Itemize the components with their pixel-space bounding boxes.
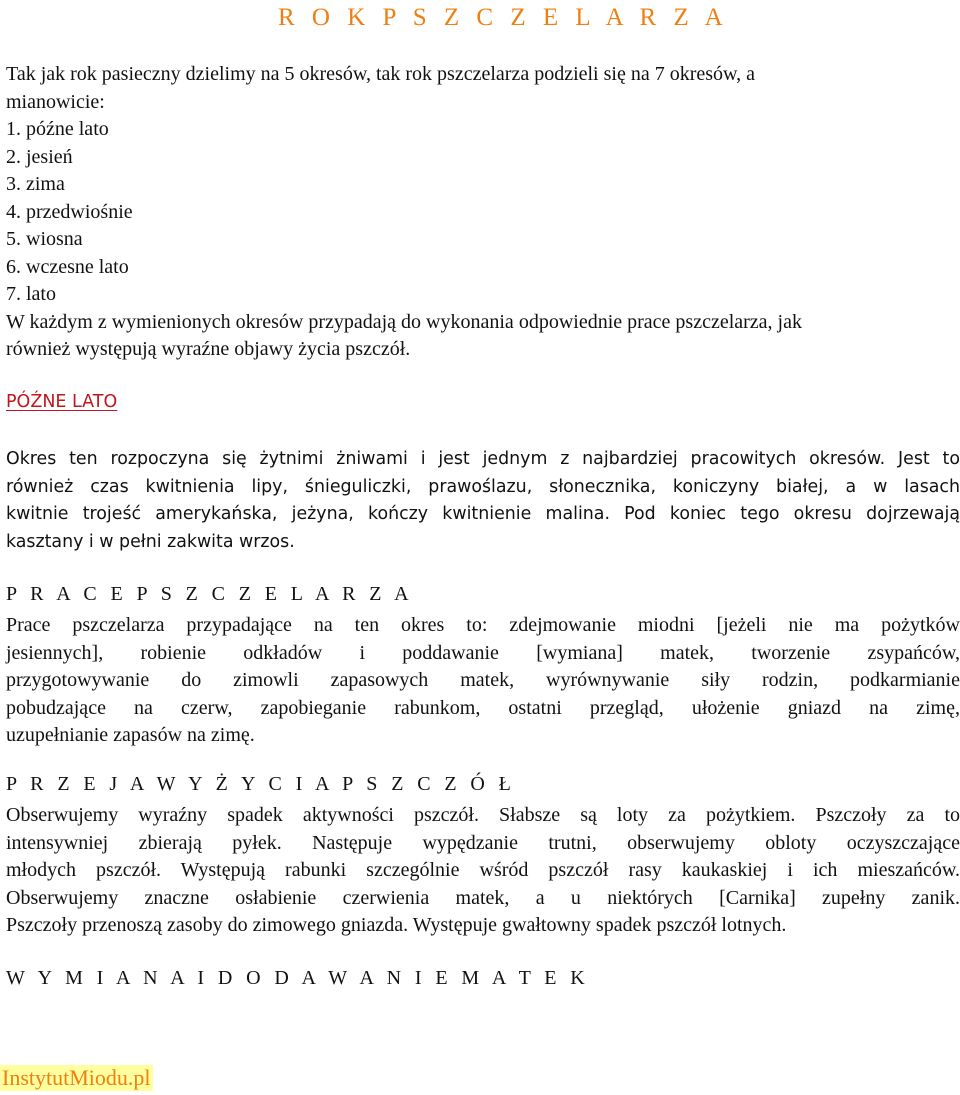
period-list-item: 4. przedwiośnie (6, 200, 133, 223)
period-list-item: 7. lato (6, 283, 56, 305)
paragraph-line: intensywniej zbierają pyłek. Następuje wypędzanie trutni, obserwujemy obloty oczyszczające (6, 831, 960, 854)
document-title: R O K P S Z C Z E L A R Z A (278, 4, 729, 31)
paragraph-line: również czas kwitnienia lipy, śnieguliczki, prawoślazu, słonecznika, koniczyny białej, a w lasach (6, 476, 960, 497)
queen-replacement-heading: W Y M I A N A I D O D A W A N I E M A T E K (6, 967, 590, 989)
beekeeper-work-paragraph (6, 612, 960, 750)
beekeeper-work-heading: P R A C E P S Z C Z E L A R Z A (6, 583, 414, 605)
paragraph-line: uzupełnianie zapasów na zimę. (6, 724, 255, 746)
paragraph-line: Obserwujemy znaczne osłabienie czerwienia matek, a u niektórych [Carnika] zupełny zanik. (6, 886, 960, 909)
paragraph-line: jesiennych], robienie odkładów i poddawanie [wymiana] matek, tworzenie zsypańców, (6, 641, 960, 664)
paragraph-line: przygotowywanie do zimowli zapasowych matek, wyrównywanie siły rodzin, podkarmianie (6, 669, 960, 691)
period-list-item: 3. zima (6, 173, 65, 195)
paragraph-line: kwitnie trojeść amerykańska, jeżyna, kończy kwitnienie malina. Pod koniec tego okresu dojrzewają (6, 504, 960, 524)
paragraph-line: Okres ten rozpoczyna się żytnimi żniwami i jest jednym z najbardziej pracowitych okresów. Jest to (6, 449, 960, 469)
late-summer-paragraph (6, 446, 960, 556)
intro-closing-line: również występują wyraźne objawy życia pszczół. (6, 338, 411, 360)
paragraph-line: Obserwujemy wyraźny spadek aktywności pszczół. Słabsze są loty za pożytkiem. Pszczoły za to (6, 804, 960, 826)
paragraph-line: pobudzające na czerw, zapobieganie rabunkom, ostatni przegląd, ułożenie gniazd na zimę, (6, 696, 960, 719)
paragraph-line: kasztany i w pełni zakwita wrzos. (6, 531, 295, 552)
intro-sentence-line: Tak jak rok pasieczny dzielimy na 5 okresów, tak rok pszczelarza podzieli się na 7 okresów, a (6, 63, 756, 85)
period-list-item: 6. wczesne lato (6, 255, 129, 278)
paragraph-line: Pszczoły przenoszą zasoby do zimowego gniazda. Występuje gwałtowny spadek pszczół lotnych. (6, 914, 787, 936)
intro-sentence-line: mianowicie: (6, 90, 105, 113)
intro-closing-line: W każdym z wymienionych okresów przypadają do wykonania odpowiednie prace pszczelarza, jak (6, 310, 802, 333)
period-list-item: 2. jesień (6, 145, 73, 168)
intro-section (6, 61, 960, 364)
period-list-item: 1. późne lato (6, 118, 109, 140)
paragraph-line: Prace pszczelarza przypadające na ten okres to: zdejmowanie miodni [jeżeli nie ma pożytków (6, 614, 960, 636)
paragraph-line: młodych pszczół. Występują rabunki szczególnie wśród pszczół rasy kaukaskiej i ich mieszańców. (6, 859, 960, 881)
late-summer-heading: PÓŹNE LATO (6, 392, 118, 412)
period-list-item: 5. wiosna (6, 228, 83, 250)
bee-life-paragraph (6, 802, 960, 940)
bee-life-heading: P R Z E J A W Y Ż Y C I A P S Z C Z Ó Ł (6, 773, 516, 795)
site-watermark-logo: InstytutMiodu.pl (2, 1065, 151, 1090)
